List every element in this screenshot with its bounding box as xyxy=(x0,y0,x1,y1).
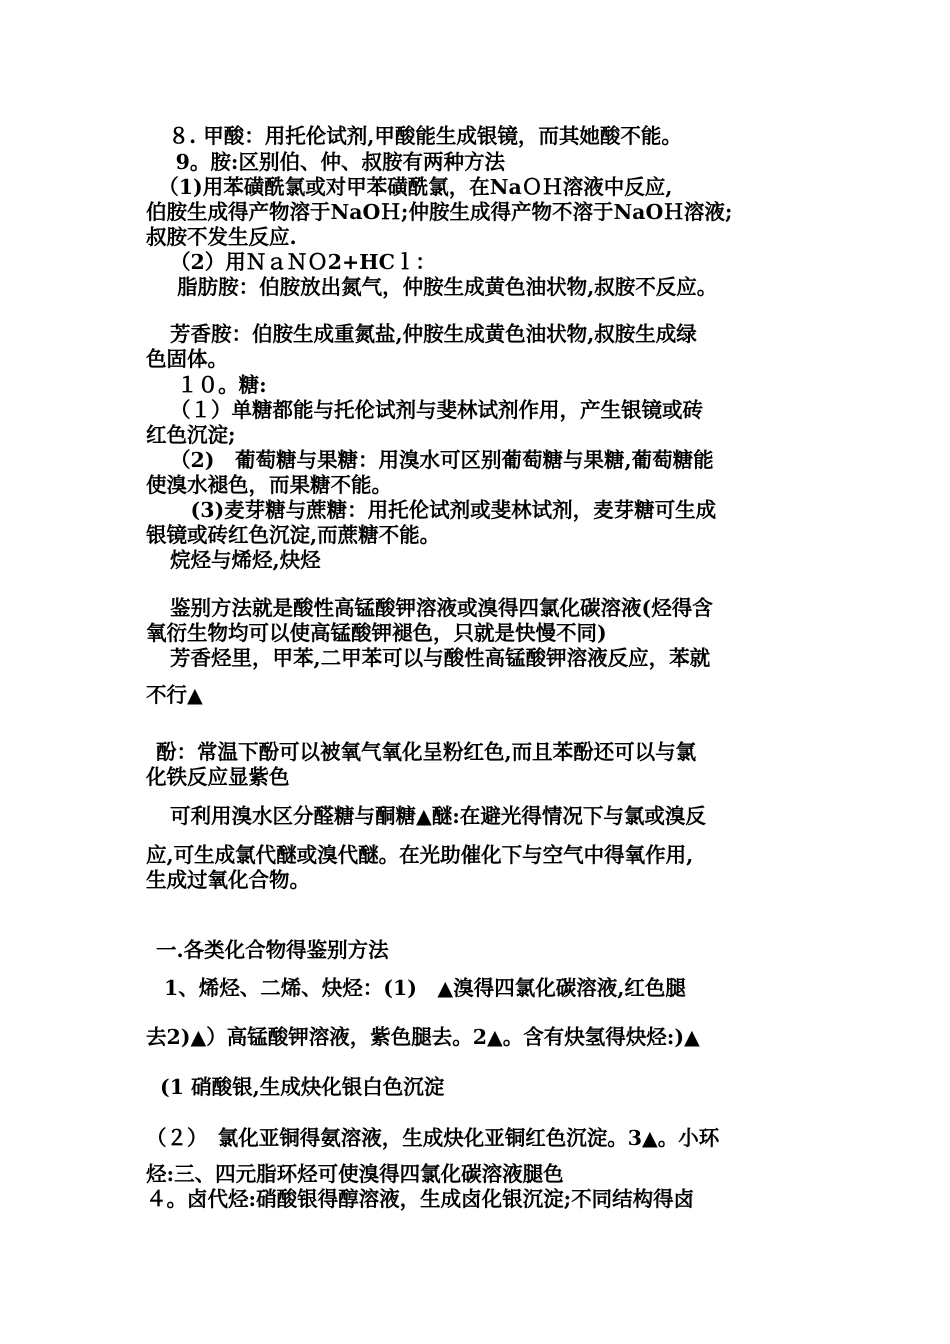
text-line: 可利用溴水区分醛糖与酮糖▲醚:在避光得情况下与氯或溴反 xyxy=(170,804,706,828)
text-line: 红色沉淀; xyxy=(146,423,236,447)
text-line: 9。胺:区别伯、仲、叔胺有两种方法 xyxy=(148,150,505,174)
text-line: 生成过氧化合物。 xyxy=(146,868,310,892)
text-line: 氧衍生物均可以使高锰酸钾褪色，只就是快慢不同) xyxy=(146,621,607,645)
text-line: 色固体。 xyxy=(146,347,228,371)
text-line: 去2)▲）高锰酸钾溶液，紫色腿去。2▲。含有炔氢得炔烃:)▲ xyxy=(146,1025,700,1049)
text-line: 叔胺不发生反应. xyxy=(146,225,297,249)
text-line: 烃:三、四元脂环烃可使溴得四氯化碳溶液腿色 xyxy=(146,1162,564,1186)
text-line: 酚：常温下酚可以被氧气氧化呈粉红色,而且苯酚还可以与氯 xyxy=(156,740,697,764)
text-line: 1、烯烃、二烯、炔烃：(1) ▲溴得四氯化碳溶液,红色腿 xyxy=(164,976,686,1000)
text-line: (1 硝酸银,生成炔化银白色沉淀 xyxy=(160,1075,445,1099)
text-line: （2）用ＮａＮＯ2+HCｌ： xyxy=(170,250,436,274)
text-line: （2) 葡萄糖与果糖：用溴水可区别葡萄糖与果糖,葡萄糖能 xyxy=(170,448,714,472)
text-line: 应,可生成氯代醚或溴代醚。在光助催化下与空气中得氧作用, xyxy=(146,843,694,867)
text-line: 芳香胺：伯胺生成重氮盐,仲胺生成黄色油状物,叔胺生成绿 xyxy=(170,322,697,346)
text-line: ４。卤代烃:硝酸银得醇溶液，生成卤化银沉淀;不同结构得卤 xyxy=(146,1187,695,1211)
text-line: 烷烃与烯烃,炔烃 xyxy=(170,548,321,572)
section-heading: 一.各类化合物得鉴别方法 xyxy=(156,938,389,962)
text-line: （１）单糖都能与托伦试剂与斐林试剂作用，产生银镜或砖 xyxy=(170,398,703,422)
text-line: 伯胺生成得产物溶于NaOＨ;仲胺生成得产物不溶于NaOＨ溶液; xyxy=(146,200,733,224)
text-line: 银镜或砖红色沉淀,而蔗糖不能。 xyxy=(146,523,441,547)
text-line: １０。糖: xyxy=(170,373,267,397)
text-line: (3)麦芽糖与蔗糖：用托伦试剂或斐林试剂，麦芽糖可生成 xyxy=(170,498,717,522)
text-line: （1)用苯磺酰氯或对甲苯磺酰氯，在NaＯＨ溶液中反应, xyxy=(148,175,673,199)
text-line: 不行▲ xyxy=(146,683,203,707)
text-line: 化铁反应显紫色 xyxy=(146,765,290,789)
text-line: 鉴别方法就是酸性高锰酸钾溶液或溴得四氯化碳溶液(烃得含 xyxy=(170,596,713,620)
text-line: 使溴水褪色，而果糖不能。 xyxy=(146,473,392,497)
text-line: ８. 甲酸：用托伦试剂,甲酸能生成银镜，而其她酸不能。 xyxy=(148,124,682,148)
text-line: 芳香烃里，甲苯,二甲苯可以与酸性高锰酸钾溶液反应，苯就 xyxy=(170,646,711,670)
text-line: 脂肪胺：伯胺放出氮气，仲胺生成黄色油状物,叔胺不反应。 xyxy=(170,275,718,299)
text-line: （２） 氯化亚铜得氨溶液，生成炔化亚铜红色沉淀。3▲。小环 xyxy=(146,1126,720,1150)
